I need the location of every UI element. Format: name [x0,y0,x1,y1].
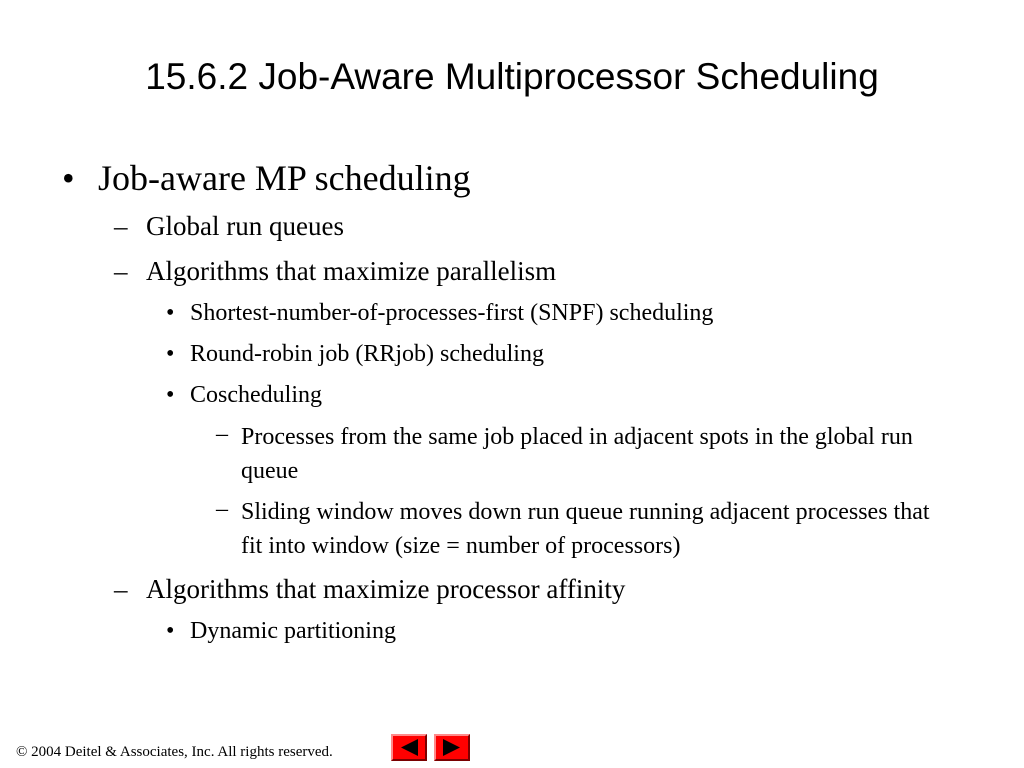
dash-marker: – [114,574,128,604]
next-slide-button[interactable] [434,734,470,761]
triangle-right-icon [436,736,468,759]
bullet-marker: • [166,300,175,326]
bullet-marker: • [166,382,175,408]
bullet-job-aware-mp: Job-aware MP scheduling [98,158,471,198]
bullet-marker: • [166,341,175,367]
bullet-coscheduling: Coscheduling [190,382,322,408]
copyright-footer: © 2004 Deitel & Associates, Inc. All rights reserved. [16,744,333,760]
bullet-rrjob: Round-robin job (RRjob) scheduling [190,341,544,367]
bullet-adjacent-spots: Processes from the same job placed in adjacent spots in the global run queue [241,424,913,484]
dash-marker: – [216,496,228,522]
bullet-snpf: Shortest-number-of-processes-first (SNPF) scheduling [190,300,714,326]
previous-slide-button[interactable] [391,734,427,761]
dash-marker: – [216,421,228,447]
dash-marker: – [114,256,128,286]
bullet-maximize-parallelism: Algorithms that maximize parallelism [146,256,557,286]
bullet-marker: • [166,618,175,644]
slide-title: 15.6.2 Job-Aware Multiprocessor Scheduling [145,56,879,97]
bullet-sliding-window: Sliding window moves down run queue running adjacent processes that fit into window (size = number of processors) [241,499,930,559]
dash-marker: – [114,211,128,241]
bullet-dynamic-partitioning: Dynamic partitioning [190,618,396,644]
bullet-global-run-queues: Global run queues [146,211,344,241]
triangle-left-icon [393,736,425,759]
bullet-marker: • [62,158,75,198]
bullet-processor-affinity: Algorithms that maximize processor affinity [146,574,626,604]
